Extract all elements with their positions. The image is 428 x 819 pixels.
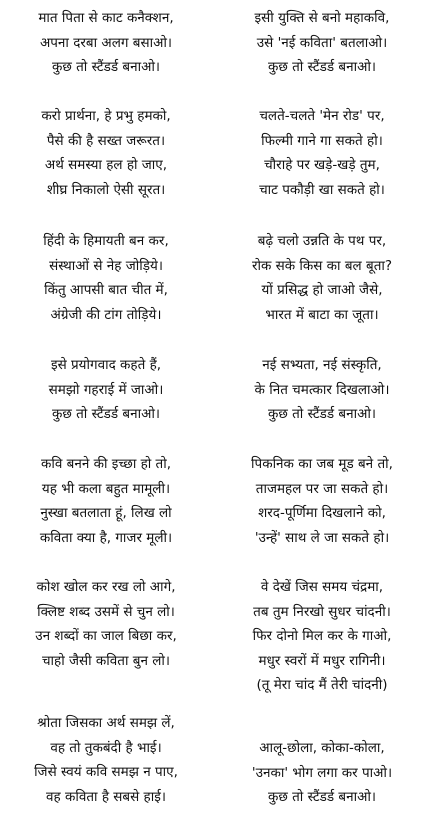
verse-line: उसे 'नई कविता' बतलाओ। — [256, 34, 388, 51]
verse-line: पैसे की है सख्त जरूरत। — [46, 132, 166, 149]
verse-line: फिर दोनो मिल कर के गाओ, — [252, 628, 392, 644]
right-stanza-4 — [222, 353, 422, 427]
verse-line: तब तुम निरखो सुधर चांदनी। — [253, 603, 391, 620]
verse-line: चलते-चलते 'मेन रोड' पर, — [259, 108, 385, 124]
verse-line: कुछ तो स्टैंडर्ड बनाओ। — [51, 59, 161, 75]
verse-line: चाहो जैसी कविता बुन लो। — [41, 652, 171, 669]
verse-line: चाट पकौड़ी खा सकते हो। — [259, 181, 385, 198]
verse-line: नई सभ्यता, नई संस्कृति, — [262, 357, 382, 373]
verse-line: आलू-छोला, कोका-कोला, — [259, 740, 385, 756]
verse-line: कोश खोल कर रख लो आगे, — [36, 579, 176, 595]
left-stanza-6 — [6, 575, 206, 673]
verse-line: भारत में बाटा का जूता। — [265, 306, 379, 323]
left-stanza-7 — [6, 711, 206, 809]
verse-line: क्लिष्ट शब्द उसमें से चुन लो। — [37, 603, 175, 620]
verse-line: (तू मेरा चांद मैं तेरी चांदनी) — [256, 677, 388, 693]
verse-line: अंग्रेजी की टांग तोड़िये। — [50, 306, 162, 323]
verse-line: इसी युक्ति से बनो महाकवि, — [254, 10, 390, 26]
verse-line: शीघ्र निकालो ऐसी सूरत। — [46, 181, 166, 198]
verse-line: मात पिता से काट कनैक्शन, — [38, 10, 174, 26]
verse-line: कुछ तो स्टैंडर्ड बनाओ। — [267, 789, 377, 805]
verse-line: यह भी कला बहुत मामूली। — [41, 480, 171, 497]
verse-line: कुछ तो स्टैंडर्ड बनाओ। — [51, 406, 161, 422]
left-stanza-2 — [6, 104, 206, 202]
verse-line: समझो गहराई में जाओ। — [48, 381, 164, 398]
verse-line: रोक सके किस का बल बूता? — [251, 257, 393, 274]
verse-line: कुछ तो स्टैंडर्ड बनाओ। — [267, 406, 377, 422]
right-stanza-2 — [222, 104, 422, 202]
left-stanza-3 — [6, 229, 206, 327]
verse-line: करो प्रार्थना, हे प्रभु हमको, — [41, 108, 171, 124]
left-stanza-1 — [6, 6, 206, 80]
verse-line: के नित चमत्कार दिखलाओ। — [254, 381, 390, 398]
verse-line: 'उनका' भोग लगा कर पाओ। — [251, 764, 393, 781]
verse-line: संस्थाओं से नेह जोड़िये। — [49, 257, 163, 274]
verse-line: कुछ तो स्टैंडर्ड बनाओ। — [267, 59, 377, 75]
left-stanza-5 — [6, 452, 206, 550]
verse-line: अपना दरबा अलग बसाओ। — [39, 34, 173, 51]
verse-line: मधुर स्वरों में मधुर रागिनी। — [258, 652, 386, 669]
verse-line: किंतु आपसी बात चीत में, — [44, 282, 168, 298]
left-stanza-4 — [6, 353, 206, 427]
verse-line: इसे प्रयोगवाद कहते हैं, — [50, 357, 162, 373]
verse-line: शरद-पूर्णिमा दिखलाने को, — [258, 505, 386, 521]
verse-line: अर्थ समस्या हल हो जाए, — [44, 157, 168, 173]
right-stanza-6 — [222, 575, 422, 698]
right-stanza-7 — [222, 736, 422, 810]
verse-line: नुस्खा बतलाता हूं, लिख लो — [40, 505, 172, 521]
verse-line: चौराहे पर खड़े-खड़े तुम, — [264, 157, 380, 173]
verse-line: उन शब्दों का जाल बिछा कर, — [35, 628, 177, 644]
poem-page — [0, 6, 428, 818]
verse-line: हिंदी के हिमायती बन कर, — [43, 233, 169, 249]
verse-line: वह तो तुकबंदी है भाई। — [50, 739, 162, 756]
verse-line: 'उन्हें' साथ ले जा सकते हो। — [254, 529, 390, 546]
right-stanza-5 — [222, 452, 422, 550]
right-stanza-3 — [222, 229, 422, 327]
verse-line: वह कविता है सबसे हाई। — [46, 788, 166, 805]
verse-line: श्रोता जिसका अर्थ समझ लें, — [37, 715, 175, 731]
verse-line: वे देखें जिस समय चंद्रमा, — [260, 579, 384, 595]
right-stanza-1 — [222, 6, 422, 80]
verse-line: ताजमहल पर जा सकते हो। — [255, 480, 389, 497]
verse-line: फिल्मी गाने गा सकते हो। — [261, 132, 383, 149]
verse-line: कवि बनने की इच्छा हो तो, — [40, 456, 172, 472]
verse-line: जिसे स्वयं कवि समझ न पाए, — [34, 764, 178, 780]
verse-line: यों प्रसिद्ध हो जाओ जैसे, — [261, 282, 383, 298]
verse-line: पिकनिक का जब मूड बने तो, — [251, 456, 393, 472]
verse-line: कविता क्या है, गाजर मूली। — [39, 529, 173, 546]
verse-line: बढ़े चलो उन्नति के पथ पर, — [257, 233, 387, 249]
